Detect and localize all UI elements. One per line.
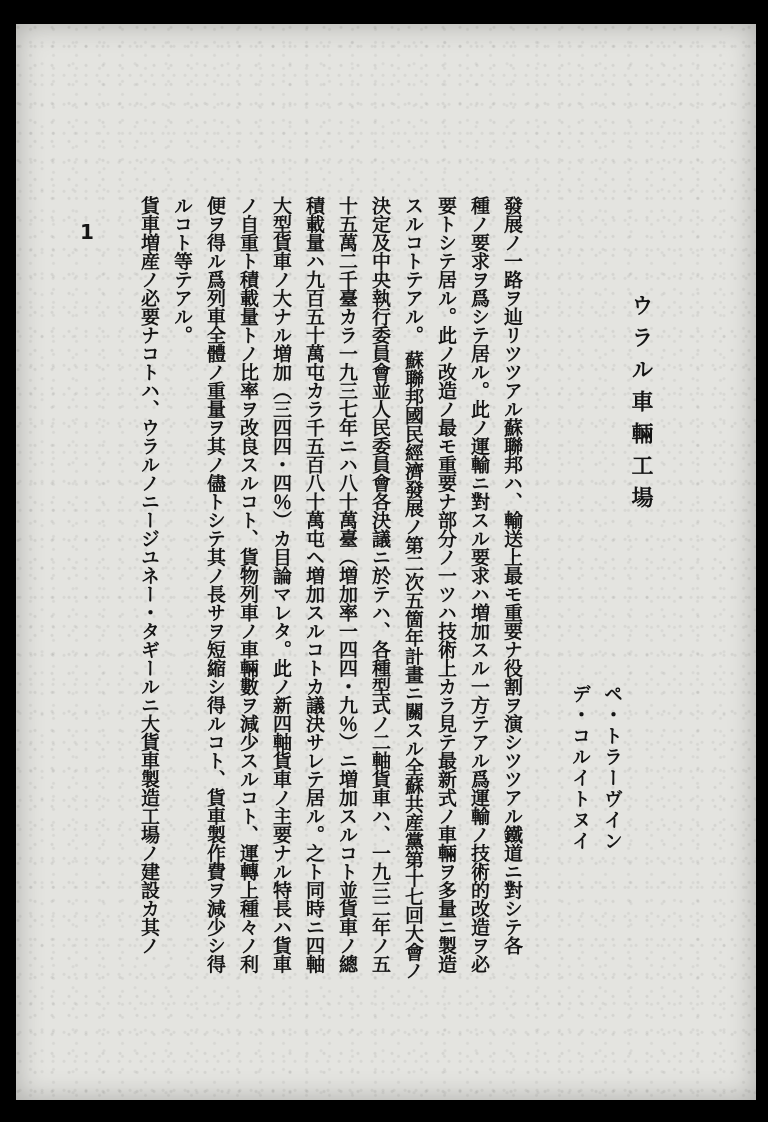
body-line: 要トシテ居ル。此ノ改造ノ最モ重要ナ部分ノ一ツハ技術上カラ見テ最新式ノ車輛ヲ多量ニ製造 bbox=[435, 196, 457, 973]
body-line: ルコト等テアル。 bbox=[171, 196, 193, 344]
document-page bbox=[16, 24, 756, 1100]
body-line: 積載量ハ九百五十萬屯カラ千五百八十萬屯ヘ増加スルコトカ議決サレテ居ル。之ト同時ニ四軸 bbox=[303, 196, 325, 973]
body-line: 十五萬二千臺カラ一九三七年ニハ八十萬臺（増加率一四四・九％）ニ増加スルコト並貨車ノ總 bbox=[336, 196, 358, 973]
body-line: スルコトテアル。 蘇聯邦國民經濟發展ノ第二次五箇年計畫ニ關スル全蘇共産黨第十七回大會ノ bbox=[402, 196, 424, 980]
body-line: 大型貨車ノ大ナル増加（三四四・四％）カ目論マレタ。此ノ新四軸貨車ノ主要ナル特長ハ貨車 bbox=[270, 196, 292, 973]
body-line: 決定及中央執行委員會並人民委員會各決議ニ於テハ、各種型式ノ二軸貨車ハ、一九三二年ノ五 bbox=[369, 196, 391, 973]
author-name: デ・コルイトヌイ bbox=[569, 684, 591, 852]
article-body bbox=[132, 196, 528, 1036]
body-line: 種ノ要求ヲ爲シテ居ル。此ノ運輸ニ對スル要求ハ増加スル一方テアル爲運輸ノ技術的改造ヲ必 bbox=[468, 196, 490, 973]
author-block bbox=[564, 684, 628, 852]
body-line: 便ヲ得ル爲列車全體ノ重量ヲ其ノ儘トシテ其ノ長サヲ短縮シ得ルコト、貨車製作費ヲ減少シ得 bbox=[204, 196, 226, 973]
body-line: 發展ノ一路ヲ辿リツツアル蘇聯邦ハ、輸送上最モ重要ナ役割ヲ演シツツアル鐵道ニ對シテ各 bbox=[501, 196, 523, 955]
body-line: 貨車増産ノ必要ナコトハ、ウラルノニージユネー・タギールニ大貨車製造工場ノ建設カ其ノ bbox=[138, 196, 160, 955]
article-title: ウラル車輛工場 bbox=[628, 294, 654, 518]
page-number: 1 bbox=[80, 220, 94, 244]
body-line: ノ自重ト積載量トノ比率ヲ改良スルコト、貨物列車ノ車輛數ヲ減少スルコト、運轉上種々ノ利 bbox=[237, 196, 259, 973]
author-name: ペ・トラーヴイン bbox=[601, 684, 623, 852]
